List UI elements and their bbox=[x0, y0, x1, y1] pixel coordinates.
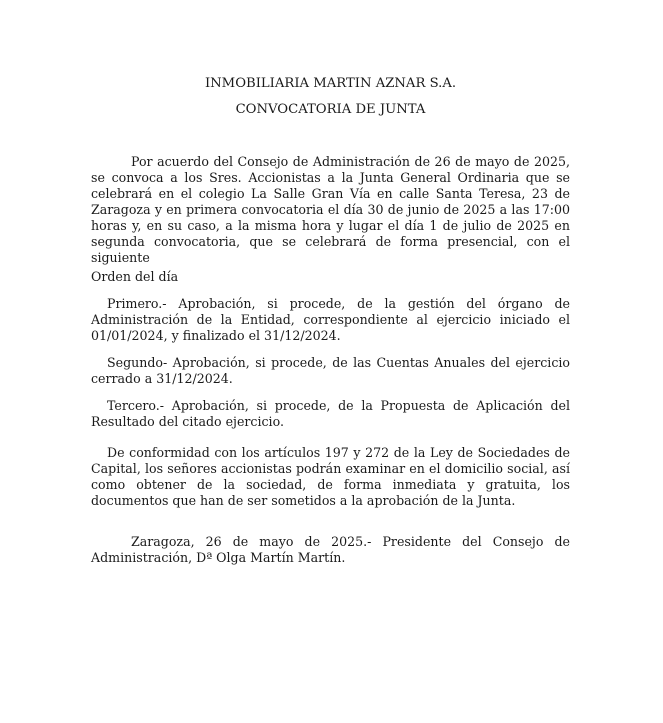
agenda-item-first: Primero.- Aprobación, si procede, de la gestión del órgano de Administración de la Entidad, correspondiente al ejercicio iniciado el 01/01/2024, y finalizado el 31/12/2024. bbox=[91, 296, 570, 343]
agenda-item-third: Tercero.- Aprobación, si procede, de la Propuesta de Aplicación del Resultado del citado ejercicio. bbox=[91, 398, 570, 429]
signature-paragraph: Zaragoza, 26 de mayo de 2025.- Presidente del Consejo de Administración, Dª Olga Martín Martín. bbox=[91, 534, 570, 565]
document-page bbox=[91, 76, 570, 566]
closing-paragraph: De conformidad con los artículos 197 y 272 de la Ley de Sociedades de Capital, los señores accionistas podrán examinar en el domicilio social, así como obtener de la sociedad, de forma inmediata y gratuita, los documentos que han de ser sometidos a la aprobación de la Junta. bbox=[91, 445, 570, 508]
company-name: INMOBILIARIA MARTIN AZNAR S.A. bbox=[204, 76, 457, 91]
notice-title: CONVOCATORIA DE JUNTA bbox=[235, 102, 426, 117]
agenda-title: Orden del día bbox=[91, 269, 179, 284]
intro-paragraph: Por acuerdo del Consejo de Administración de 26 de mayo de 2025, se convoca a los Sres. Accionistas a la Junta General Ordinaria que se celebrará en el colegio La Salle Gran Vía en calle Santa Teresa, 23 de Zaragoza y en primera convocatoria el día 30 de junio de 2025 a las 17:00 horas y, en su caso, a la misma hora y lugar el día 1 de julio de 2025 en segunda convocatoria, que se celebrará de forma presencial, con el siguiente bbox=[91, 154, 570, 265]
agenda-item-second: Segundo- Aprobación, si procede, de las Cuentas Anuales del ejercicio cerrado a 31/12/2024. bbox=[91, 355, 570, 386]
